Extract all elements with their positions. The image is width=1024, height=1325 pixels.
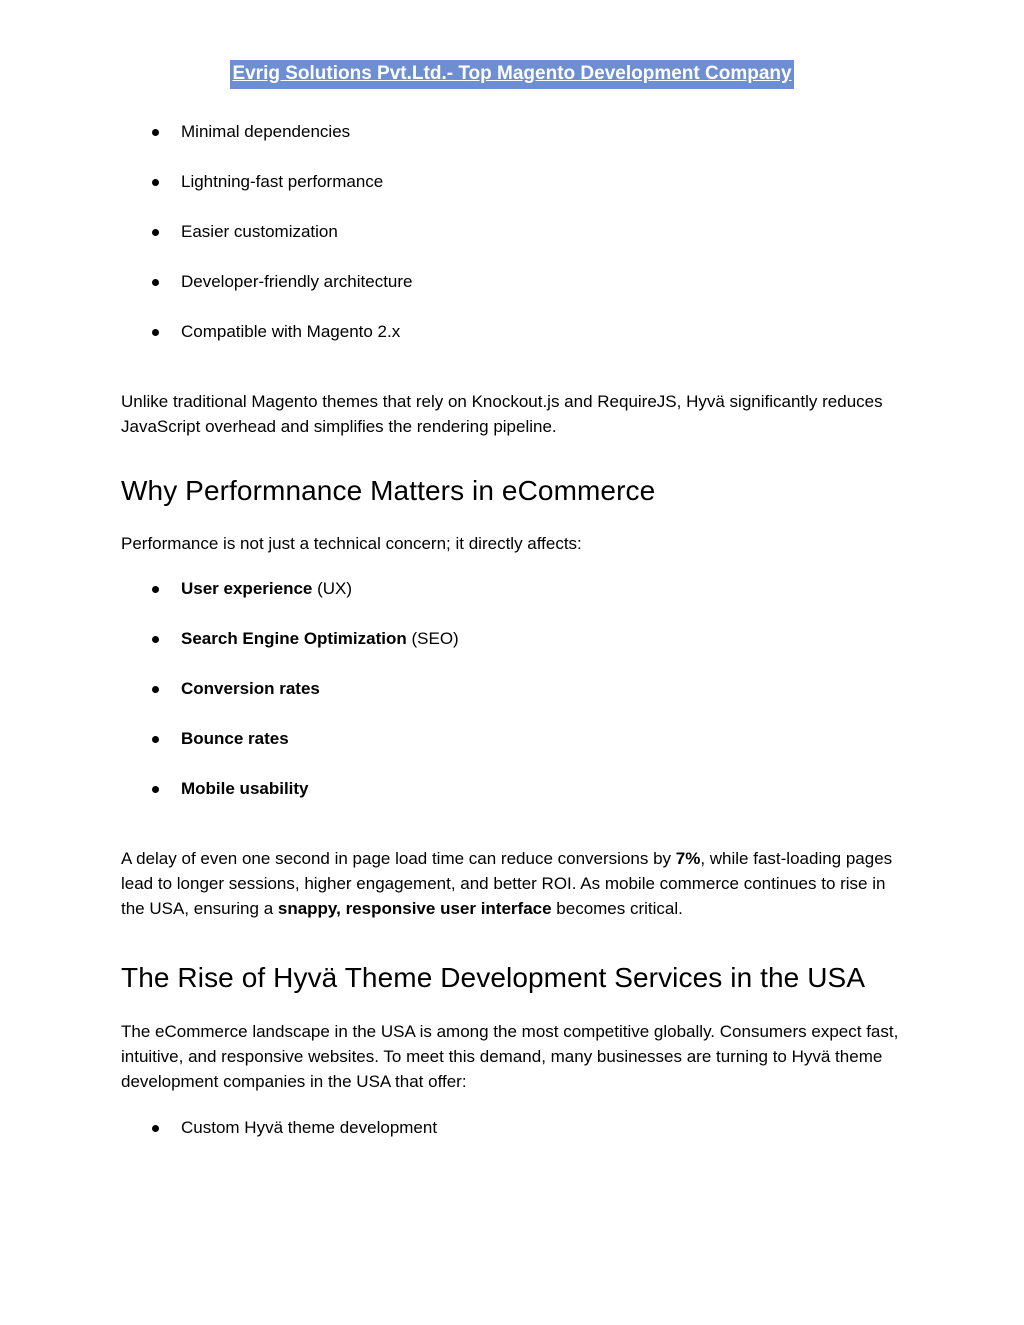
bullet-icon xyxy=(152,179,159,186)
bullet-icon xyxy=(152,129,159,136)
bullet-icon xyxy=(152,686,159,693)
bullet-icon xyxy=(152,736,159,743)
bullet-icon xyxy=(152,279,159,286)
list-item: Lightning-fast performance xyxy=(121,168,911,196)
section-heading-performance: Why Performnance Matters in eCommerce xyxy=(121,475,656,506)
section-heading-hyva-rise: The Rise of Hyvä Theme Development Services in the USA xyxy=(121,962,866,993)
bullet-icon xyxy=(152,586,159,593)
list-item: Developer-friendly architecture xyxy=(121,268,911,296)
list-item: Custom Hyvä theme development xyxy=(121,1114,911,1142)
company-header-link[interactable]: Evrig Solutions Pvt.Ltd.- Top Magento Development Company xyxy=(230,60,793,89)
list-item: Easier customization xyxy=(121,218,911,246)
hyva-services-list xyxy=(121,1114,911,1142)
page-header xyxy=(0,60,1024,89)
list-item: Search Engine Optimization (SEO) xyxy=(121,625,911,653)
document-content xyxy=(121,118,911,1142)
hyva-rise-paragraph: The eCommerce landscape in the USA is among the most competitive globally. Consumers expect fast, intuitive, and responsive websites. To meet this demand, many businesses are turning to Hyvä theme development companies in the USA that offer: xyxy=(121,1022,899,1091)
bullet-icon xyxy=(152,1125,159,1132)
list-item: Bounce rates xyxy=(121,725,911,753)
bullet-icon xyxy=(152,636,159,643)
intro-feature-list xyxy=(121,118,911,346)
bullet-icon xyxy=(152,329,159,336)
list-item: Conversion rates xyxy=(121,675,911,703)
bullet-icon xyxy=(152,229,159,236)
bullet-icon xyxy=(152,786,159,793)
list-item: Minimal dependencies xyxy=(121,118,911,146)
list-item: User experience (UX) xyxy=(121,575,911,603)
performance-impact-list xyxy=(121,575,911,803)
intro-paragraph: Unlike traditional Magento themes that rely on Knockout.js and RequireJS, Hyvä significantly reduces JavaScript overhead and simplifies the rendering pipeline. xyxy=(121,392,883,436)
list-item: Compatible with Magento 2.x xyxy=(121,318,911,346)
list-item: Mobile usability xyxy=(121,775,911,803)
performance-lead-text: Performance is not just a technical concern; it directly affects: xyxy=(121,534,582,553)
performance-paragraph: A delay of even one second in page load time can reduce conversions by 7%, while fast-loading pages lead to longer sessions, higher engagement, and better ROI. As mobile commerce continues to rise in the USA, ensuring a snappy, responsive user interface becomes critical. xyxy=(121,849,893,918)
